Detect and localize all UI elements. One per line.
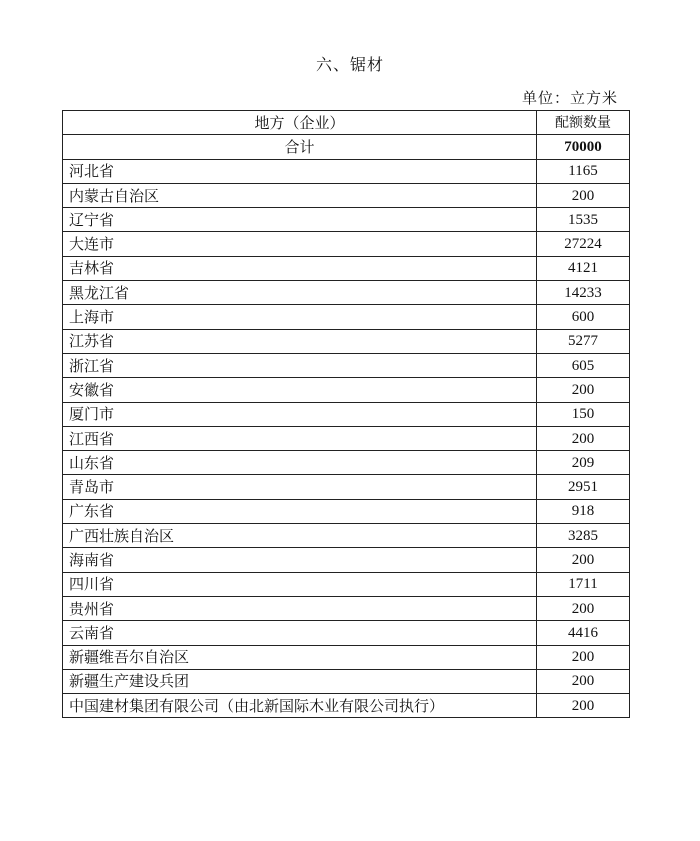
table-row xyxy=(63,378,630,402)
region-name: 厦门市 xyxy=(63,402,537,426)
region-name: 云南省 xyxy=(63,621,537,645)
header-region: 地方（企业） xyxy=(63,111,537,135)
table-row xyxy=(63,183,630,207)
table-row xyxy=(63,305,630,329)
region-name: 辽宁省 xyxy=(63,208,537,232)
table-row xyxy=(63,548,630,572)
quota-value: 3285 xyxy=(537,524,630,548)
table-row xyxy=(63,402,630,426)
quota-value: 27224 xyxy=(537,232,630,256)
quota-value: 200 xyxy=(537,548,630,572)
table-row xyxy=(63,159,630,183)
region-name: 新疆维吾尔自治区 xyxy=(63,645,537,669)
table-row xyxy=(63,475,630,499)
quota-value: 200 xyxy=(537,669,630,693)
quota-value: 605 xyxy=(537,353,630,377)
header-quota: 配额数量 xyxy=(537,111,630,135)
region-name: 青岛市 xyxy=(63,475,537,499)
table-row xyxy=(63,694,630,718)
table-row xyxy=(63,621,630,645)
table-row xyxy=(63,524,630,548)
region-name: 黑龙江省 xyxy=(63,281,537,305)
region-name: 吉林省 xyxy=(63,256,537,280)
table-row xyxy=(63,451,630,475)
region-name: 大连市 xyxy=(63,232,537,256)
quota-value: 200 xyxy=(537,183,630,207)
total-label: 合计 xyxy=(63,135,537,159)
table-row xyxy=(63,208,630,232)
unit-label: 单位：立方米 xyxy=(521,89,618,107)
table-row xyxy=(63,669,630,693)
document-title: 六、锯材 xyxy=(315,55,384,74)
quota-value: 200 xyxy=(537,645,630,669)
quota-value: 4416 xyxy=(537,621,630,645)
quota-value: 5277 xyxy=(537,329,630,353)
table-row xyxy=(63,329,630,353)
region-name: 江西省 xyxy=(63,426,537,450)
table-row xyxy=(63,572,630,596)
region-name: 内蒙古自治区 xyxy=(63,183,537,207)
table-row xyxy=(63,232,630,256)
quota-value: 2951 xyxy=(537,475,630,499)
region-name: 四川省 xyxy=(63,572,537,596)
quota-value: 200 xyxy=(537,378,630,402)
quota-value: 918 xyxy=(537,499,630,523)
quota-value: 1711 xyxy=(537,572,630,596)
region-name: 河北省 xyxy=(63,159,537,183)
region-name: 广东省 xyxy=(63,499,537,523)
quota-table xyxy=(62,110,630,718)
quota-value: 200 xyxy=(537,694,630,718)
region-name: 中国建材集团有限公司（由北新国际木业有限公司执行） xyxy=(63,694,537,718)
region-name: 安徽省 xyxy=(63,378,537,402)
table-row xyxy=(63,645,630,669)
table-row xyxy=(63,499,630,523)
region-name: 浙江省 xyxy=(63,353,537,377)
header-row xyxy=(63,111,630,135)
region-name: 新疆生产建设兵团 xyxy=(63,669,537,693)
total-value: 70000 xyxy=(537,135,630,159)
quota-value: 14233 xyxy=(537,281,630,305)
region-name: 广西壮族自治区 xyxy=(63,524,537,548)
table-row xyxy=(63,353,630,377)
quota-value: 1165 xyxy=(537,159,630,183)
quota-value: 200 xyxy=(537,426,630,450)
region-name: 贵州省 xyxy=(63,596,537,620)
quota-value: 150 xyxy=(537,402,630,426)
region-name: 上海市 xyxy=(63,305,537,329)
quota-value: 200 xyxy=(537,596,630,620)
quota-value: 1535 xyxy=(537,208,630,232)
table-row xyxy=(63,256,630,280)
table-row xyxy=(63,426,630,450)
quota-value: 209 xyxy=(537,451,630,475)
table-row xyxy=(63,596,630,620)
region-name: 海南省 xyxy=(63,548,537,572)
region-name: 山东省 xyxy=(63,451,537,475)
table-row xyxy=(63,281,630,305)
total-row xyxy=(63,135,630,159)
quota-value: 4121 xyxy=(537,256,630,280)
quota-value: 600 xyxy=(537,305,630,329)
region-name: 江苏省 xyxy=(63,329,537,353)
